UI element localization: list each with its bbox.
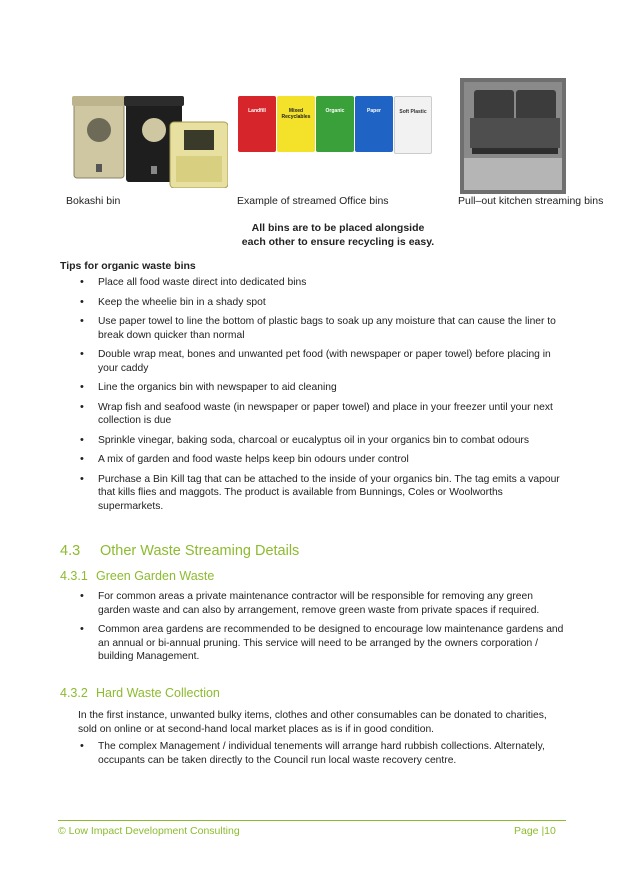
tips-list xyxy=(80,276,566,519)
list-item: • A mix of garden and food waste helps keep bin odours under control xyxy=(80,453,566,467)
office-bin-label: Paper xyxy=(367,108,381,114)
footer-copyright: © Low Impact Development Consulting xyxy=(58,825,240,837)
list-item: • Place all food waste direct into dedicated bins xyxy=(80,276,566,290)
bokashi-bin-image xyxy=(72,96,228,188)
list-item: • The complex Management / individual tenements will arrange hard rubbish collections. Alternately, occupants can be taken directly to the Council run local waste recovery centre. xyxy=(80,740,566,767)
list-item: • Sprinkle vinegar, baking soda, charcoal or eucalyptus oil in your organics bin to combat odours xyxy=(80,434,566,448)
placement-note-line-1: All bins are to be placed alongside xyxy=(251,222,425,234)
list-item: • Purchase a Bin Kill tag that can be attached to the inside of your organics bin. The tag emits a vapour that kills flies and maggots. The product is available from Bunnings, Coles or Woolworths supermarkets. xyxy=(80,473,566,514)
subsection-heading-green-waste xyxy=(60,569,214,583)
section-heading xyxy=(60,543,299,559)
list-item: • Wrap fish and seafood waste (in newspaper or paper towel) and place in your freezer until your next collection is due xyxy=(80,401,566,428)
office-bins-image xyxy=(238,96,430,154)
list-item: • Use paper towel to line the bottom of plastic bags to soak up any moisture that can cause the liner to break down quicker than normal xyxy=(80,315,566,342)
subsection-number: 4.3.1 xyxy=(60,569,88,583)
subsection-heading-hard-waste xyxy=(60,686,220,700)
list-item: • Line the organics bin with newspaper to aid cleaning xyxy=(80,381,566,395)
list-item: • For common areas a private maintenance contractor will be responsible for removing any green garden waste and can also by arrangement, remove green waste from private spaces if required. xyxy=(80,590,566,617)
subsection-title: Green Garden Waste xyxy=(96,569,215,583)
office-bin-label: Mixed Recyclables xyxy=(281,108,311,120)
office-bin-label: Landfill xyxy=(248,108,266,114)
section-title: Other Waste Streaming Details xyxy=(100,543,300,559)
footer-divider xyxy=(58,820,566,821)
kitchen-bins-caption: Pull–out kitchen streaming bins xyxy=(458,195,604,207)
office-bins-caption: Example of streamed Office bins xyxy=(237,195,389,207)
subsection-title: Hard Waste Collection xyxy=(96,686,220,700)
list-item: • Common area gardens are recommended to be designed to encourage low maintenance gardens and an annual or bi-annual pruning. This service will need to be arranged by the owners corporation / building Management. xyxy=(80,623,566,664)
placement-note-line-2: each other to ensure recycling is easy. xyxy=(241,236,435,248)
tips-heading: Tips for organic waste bins xyxy=(60,260,196,272)
list-item: • Double wrap meat, bones and unwanted pet food (with newspaper or paper towel) before placing in your caddy xyxy=(80,348,566,375)
subsection-number: 4.3.2 xyxy=(60,686,88,700)
office-bin-label: Organic xyxy=(325,108,345,114)
hard-waste-list xyxy=(80,740,566,773)
green-waste-list xyxy=(80,590,566,670)
bokashi-caption: Bokashi bin xyxy=(66,195,121,207)
list-item: • Keep the wheelie bin in a shady spot xyxy=(80,296,566,310)
placement-note xyxy=(200,221,476,249)
section-number: 4.3 xyxy=(60,543,81,559)
hard-waste-intro: In the first instance, unwanted bulky items, clothes and other consumables can be donated to charities, sold on online or at second-hand local market places as is if in good condition. xyxy=(78,710,547,735)
bokashi-brand-text xyxy=(72,188,78,189)
office-bin-label: Soft Plastic xyxy=(399,109,427,115)
footer-page-number: Page |10 xyxy=(514,825,556,837)
kitchen-bins-image xyxy=(460,78,566,194)
